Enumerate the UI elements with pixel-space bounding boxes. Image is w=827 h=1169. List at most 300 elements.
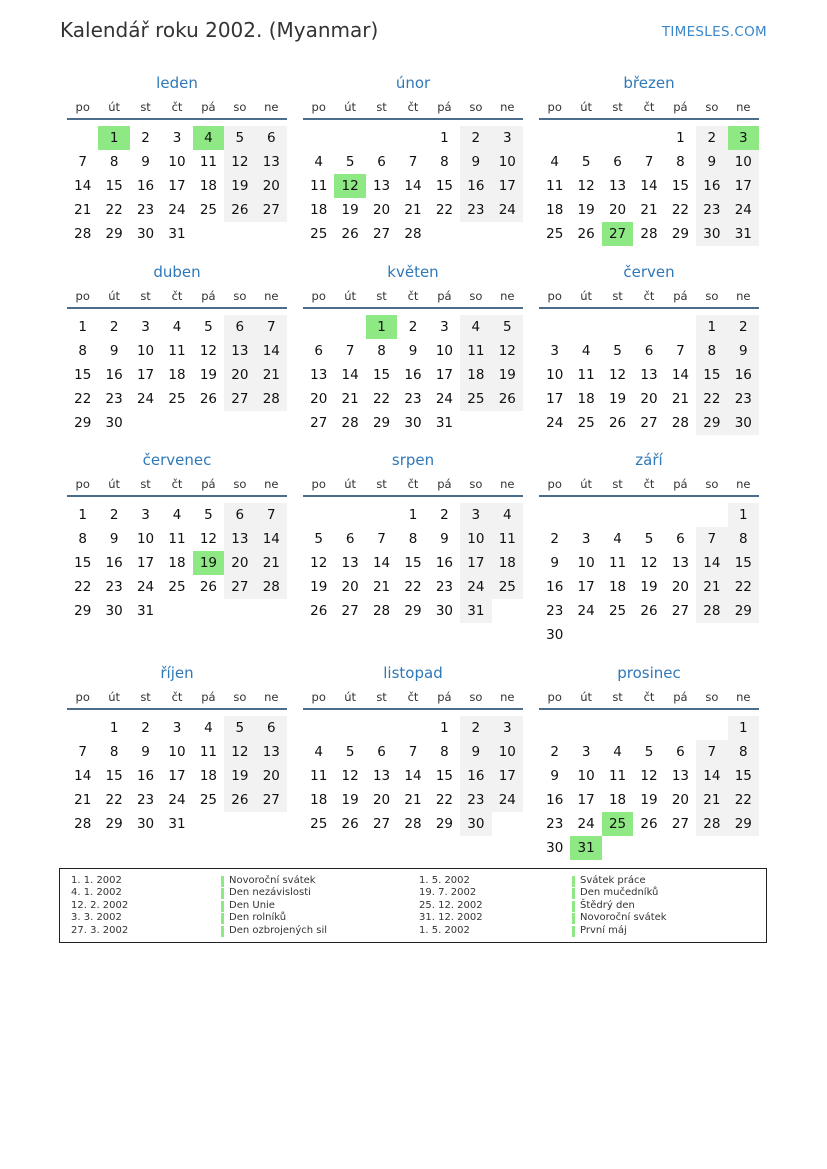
day-cell: 19 xyxy=(310,579,328,595)
day-cell: 13 xyxy=(341,555,359,571)
day-cell: 7 xyxy=(644,154,654,170)
day-cell: 7 xyxy=(696,527,727,551)
day-cell: 8 xyxy=(109,744,119,760)
day-cell: 26 xyxy=(224,788,255,812)
day-cell: 27 xyxy=(372,226,391,242)
legend-color-marker xyxy=(221,876,224,887)
day-cell: 26 xyxy=(492,387,523,411)
day-cell: 23 xyxy=(696,198,727,222)
day-cell: 2 xyxy=(550,744,559,760)
day-cell: 5 xyxy=(204,507,213,523)
weekday-label: út xyxy=(108,100,121,114)
day-cell: 30 xyxy=(105,603,123,619)
day-cell: 17 xyxy=(728,174,759,198)
day-cell: 25 xyxy=(608,603,627,619)
day-cell: 2 xyxy=(460,126,491,150)
day-cell: 28 xyxy=(404,226,422,242)
day-cell: 13 xyxy=(310,367,328,383)
day-cell: 7 xyxy=(78,154,87,170)
day-cell: 2 xyxy=(460,716,491,740)
day-cell: 20 xyxy=(341,579,359,595)
day-cell: 10 xyxy=(136,343,155,359)
day-cell: 8 xyxy=(78,343,87,359)
day-cell: 14 xyxy=(256,527,287,551)
day-cell: 25 xyxy=(310,816,328,832)
day-cell: 31 xyxy=(168,816,186,832)
day-cell: 6 xyxy=(314,343,323,359)
day-cell: 4 xyxy=(172,507,182,523)
day-cell: 12 xyxy=(492,339,523,363)
day-cell: 14 xyxy=(256,339,287,363)
day-cell: 11 xyxy=(608,768,627,784)
day-cell: 17 xyxy=(546,391,564,407)
day-cell: 24 xyxy=(460,575,491,599)
legend-color-marker xyxy=(221,926,224,937)
day-cell: 10 xyxy=(577,555,595,571)
month-name: červenec xyxy=(142,451,212,469)
month-name: srpen xyxy=(391,451,435,469)
legend-color-marker xyxy=(221,913,224,924)
day-cell: 11 xyxy=(546,178,564,194)
day-cell: 23 xyxy=(546,603,564,619)
weekday-label: čt xyxy=(171,477,183,491)
day-cell: 27 xyxy=(671,603,690,619)
day-cell: 9 xyxy=(440,531,449,547)
weekday-label: ne xyxy=(500,477,515,491)
day-cell: 6 xyxy=(345,531,355,547)
weekday-label: čt xyxy=(643,477,655,491)
brand-logo[interactable]: TIMESLES.COM xyxy=(661,24,767,40)
day-cell: 2 xyxy=(408,319,418,335)
day-cell: 13 xyxy=(224,527,255,551)
day-cell: 2 xyxy=(550,531,559,547)
day-cell: 12 xyxy=(608,367,627,383)
weekday-label: út xyxy=(580,289,593,303)
day-cell: 17 xyxy=(435,367,454,383)
holiday-day-cell: 1 xyxy=(98,126,129,150)
day-cell: 5 xyxy=(224,716,255,740)
day-cell: 29 xyxy=(728,599,759,623)
weekday-label: st xyxy=(140,289,151,303)
day-cell: 27 xyxy=(256,788,287,812)
weekday-label: út xyxy=(108,289,121,303)
day-cell: 5 xyxy=(314,531,323,547)
day-cell: 9 xyxy=(408,343,418,359)
day-cell: 16 xyxy=(460,174,491,198)
day-cell: 11 xyxy=(310,768,328,784)
day-cell: 23 xyxy=(105,391,123,407)
weekday-label: čt xyxy=(407,100,419,114)
day-cell: 18 xyxy=(608,579,627,595)
weekday-label: út xyxy=(580,100,593,114)
holiday-day-cell: 31 xyxy=(570,836,601,860)
legend-date: 12. 2. 2002 xyxy=(71,899,129,911)
day-cell: 11 xyxy=(608,555,627,571)
day-cell: 8 xyxy=(728,527,759,551)
day-cell: 6 xyxy=(256,716,287,740)
day-cell: 22 xyxy=(74,391,92,407)
day-cell: 10 xyxy=(492,740,523,764)
weekday-label: pá xyxy=(673,289,688,303)
day-cell: 14 xyxy=(341,367,359,383)
day-cell: 5 xyxy=(345,744,355,760)
day-cell: 17 xyxy=(136,367,155,383)
legend-holiday-name: Den rolníků xyxy=(229,912,287,924)
weekday-label: čt xyxy=(407,477,419,491)
weekday-label: pá xyxy=(437,690,452,704)
day-cell: 6 xyxy=(377,154,386,170)
day-cell: 29 xyxy=(74,603,92,619)
day-cell: 12 xyxy=(310,555,328,571)
day-cell: 11 xyxy=(492,527,523,551)
weekday-label: čt xyxy=(171,100,183,114)
holiday-day-cell: 25 xyxy=(602,812,633,836)
day-cell: 18 xyxy=(310,792,328,808)
weekday-label: po xyxy=(75,289,90,303)
weekday-label: pá xyxy=(437,477,452,491)
weekday-label: so xyxy=(233,477,247,491)
day-cell: 4 xyxy=(314,154,323,170)
day-cell: 29 xyxy=(435,816,454,832)
day-cell: 23 xyxy=(105,579,123,595)
day-cell: 25 xyxy=(577,415,595,431)
day-cell: 20 xyxy=(256,174,287,198)
day-cell: 8 xyxy=(78,531,87,547)
day-cell: 15 xyxy=(696,363,727,387)
day-cell: 24 xyxy=(492,198,523,222)
day-cell: 25 xyxy=(492,575,523,599)
day-cell: 26 xyxy=(341,816,359,832)
day-cell: 5 xyxy=(581,154,591,170)
holiday-legend xyxy=(59,868,767,943)
day-cell: 15 xyxy=(74,367,92,383)
day-cell: 24 xyxy=(728,198,759,222)
weekday-label: ne xyxy=(500,690,515,704)
weekday-label: út xyxy=(344,100,357,114)
month-name: duben xyxy=(153,263,201,281)
day-cell: 9 xyxy=(460,150,491,174)
month-divider xyxy=(67,118,287,120)
legend-holiday-name: Den Unie xyxy=(229,899,275,911)
legend-holiday-name: Štědrý den xyxy=(580,899,635,911)
day-cell: 4 xyxy=(314,744,323,760)
day-cell: 7 xyxy=(676,343,685,359)
day-cell: 29 xyxy=(696,411,727,435)
day-cell: 20 xyxy=(224,363,255,387)
legend-date: 19. 7. 2002 xyxy=(419,887,477,899)
day-cell: 5 xyxy=(644,744,654,760)
day-cell: 11 xyxy=(199,154,218,170)
day-cell: 21 xyxy=(256,363,287,387)
day-cell: 2 xyxy=(141,720,150,736)
day-cell: 28 xyxy=(74,226,92,242)
day-cell: 1 xyxy=(440,720,449,736)
day-cell: 28 xyxy=(256,575,287,599)
weekday-label: st xyxy=(612,289,623,303)
day-cell: 30 xyxy=(728,411,759,435)
day-cell: 8 xyxy=(696,339,727,363)
weekday-label: po xyxy=(75,477,90,491)
day-cell: 4 xyxy=(550,154,559,170)
day-cell: 31 xyxy=(168,226,186,242)
day-cell: 27 xyxy=(640,415,658,431)
day-cell: 18 xyxy=(199,178,218,194)
month-name: červen xyxy=(623,263,675,281)
weekday-label: po xyxy=(311,690,326,704)
day-cell: 6 xyxy=(613,154,622,170)
day-cell: 3 xyxy=(141,507,150,523)
day-cell: 13 xyxy=(671,768,690,784)
day-cell: 5 xyxy=(345,154,355,170)
weekday-label: út xyxy=(580,477,593,491)
day-cell: 13 xyxy=(608,178,627,194)
weekday-label: st xyxy=(612,690,623,704)
day-cell: 15 xyxy=(435,178,454,194)
day-cell: 6 xyxy=(676,744,685,760)
day-cell: 13 xyxy=(671,555,690,571)
weekday-label: čt xyxy=(643,690,655,704)
month-divider xyxy=(67,708,287,710)
day-cell: 27 xyxy=(224,575,255,599)
day-cell: 27 xyxy=(671,816,690,832)
day-cell: 21 xyxy=(404,792,422,808)
day-cell: 22 xyxy=(728,788,759,812)
day-cell: 16 xyxy=(136,178,155,194)
day-cell: 2 xyxy=(109,319,119,335)
month-divider xyxy=(303,118,523,120)
legend-holiday-name: Novoroční svátek xyxy=(580,912,667,924)
day-cell: 10 xyxy=(728,150,759,174)
legend-date: 31. 12. 2002 xyxy=(419,912,483,924)
day-cell: 7 xyxy=(345,343,355,359)
day-cell: 2 xyxy=(696,126,727,150)
day-cell: 18 xyxy=(199,768,218,784)
legend-date: 1. 5. 2002 xyxy=(419,924,470,936)
weekday-label: pá xyxy=(673,690,688,704)
day-cell: 4 xyxy=(204,720,213,736)
day-cell: 4 xyxy=(172,319,182,335)
day-cell: 19 xyxy=(608,391,627,407)
day-cell: 21 xyxy=(696,788,727,812)
day-cell: 7 xyxy=(408,154,418,170)
weekday-label: po xyxy=(311,477,326,491)
day-cell: 2 xyxy=(141,130,150,146)
weekday-label: po xyxy=(75,100,90,114)
legend-color-marker xyxy=(221,901,224,912)
day-cell: 13 xyxy=(372,178,391,194)
weekday-label: st xyxy=(376,690,387,704)
day-cell: 22 xyxy=(435,202,454,218)
day-cell: 17 xyxy=(492,764,523,788)
weekday-label: so xyxy=(469,100,483,114)
month-divider xyxy=(303,708,523,710)
day-cell: 10 xyxy=(546,367,564,383)
holiday-day-cell: 4 xyxy=(193,126,224,150)
day-cell: 29 xyxy=(404,603,422,619)
day-cell: 24 xyxy=(136,391,155,407)
day-cell: 26 xyxy=(224,198,255,222)
day-cell: 5 xyxy=(224,126,255,150)
weekday-label: pá xyxy=(437,100,452,114)
weekday-label: po xyxy=(311,100,326,114)
day-cell: 1 xyxy=(696,315,727,339)
day-cell: 17 xyxy=(460,551,491,575)
day-cell: 13 xyxy=(256,150,287,174)
day-cell: 24 xyxy=(577,603,595,619)
day-cell: 31 xyxy=(728,222,759,246)
weekday-label: ne xyxy=(264,477,279,491)
day-cell: 1 xyxy=(408,507,418,523)
day-cell: 23 xyxy=(404,391,422,407)
day-cell: 25 xyxy=(460,387,491,411)
weekday-label: pá xyxy=(201,690,216,704)
weekday-label: čt xyxy=(407,289,419,303)
weekday-label: ne xyxy=(264,690,279,704)
day-cell: 25 xyxy=(546,226,564,242)
day-cell: 6 xyxy=(224,315,255,339)
day-cell: 25 xyxy=(168,391,186,407)
day-cell: 25 xyxy=(168,579,186,595)
day-cell: 9 xyxy=(141,744,150,760)
day-cell: 2 xyxy=(440,507,449,523)
weekday-label: pá xyxy=(673,100,688,114)
day-cell: 9 xyxy=(460,740,491,764)
legend-date: 1. 1. 2002 xyxy=(71,875,122,886)
day-cell: 7 xyxy=(696,740,727,764)
weekday-label: ne xyxy=(736,477,751,491)
day-cell: 3 xyxy=(172,130,182,146)
weekday-label: pá xyxy=(201,100,216,114)
day-cell: 23 xyxy=(435,579,454,595)
day-cell: 7 xyxy=(256,315,287,339)
weekday-label: ne xyxy=(736,289,751,303)
weekday-label: po xyxy=(311,289,326,303)
day-cell: 4 xyxy=(581,343,591,359)
day-cell: 18 xyxy=(310,202,328,218)
day-cell: 31 xyxy=(435,415,454,431)
month-name: březen xyxy=(623,74,675,92)
legend-holiday-name: První máj xyxy=(580,924,627,936)
weekday-label: ne xyxy=(264,100,279,114)
weekday-label: st xyxy=(612,100,623,114)
day-cell: 23 xyxy=(460,198,491,222)
day-cell: 21 xyxy=(696,575,727,599)
day-cell: 16 xyxy=(696,174,727,198)
day-cell: 11 xyxy=(577,367,595,383)
day-cell: 22 xyxy=(372,391,391,407)
weekday-label: st xyxy=(376,477,387,491)
day-cell: 15 xyxy=(105,178,123,194)
legend-color-marker xyxy=(221,888,224,899)
day-cell: 14 xyxy=(74,768,92,784)
weekday-label: pá xyxy=(437,289,452,303)
day-cell: 19 xyxy=(224,764,255,788)
day-cell: 28 xyxy=(404,816,422,832)
day-cell: 26 xyxy=(608,415,627,431)
day-cell: 20 xyxy=(671,579,690,595)
day-cell: 23 xyxy=(136,202,155,218)
day-cell: 19 xyxy=(640,792,658,808)
day-cell: 17 xyxy=(577,579,595,595)
weekday-label: st xyxy=(140,100,151,114)
day-cell: 8 xyxy=(440,744,449,760)
day-cell: 6 xyxy=(676,531,685,547)
day-cell: 3 xyxy=(492,716,523,740)
day-cell: 30 xyxy=(136,226,155,242)
day-cell: 20 xyxy=(372,202,391,218)
day-cell: 26 xyxy=(199,579,218,595)
weekday-label: ne xyxy=(500,100,515,114)
holiday-day-cell: 3 xyxy=(728,126,759,150)
weekday-label: po xyxy=(547,690,562,704)
day-cell: 19 xyxy=(492,363,523,387)
weekday-label: čt xyxy=(643,289,655,303)
weekday-label: ne xyxy=(736,690,751,704)
day-cell: 16 xyxy=(105,367,123,383)
day-cell: 10 xyxy=(168,744,186,760)
weekday-label: čt xyxy=(407,690,419,704)
weekday-label: út xyxy=(344,690,357,704)
day-cell: 1 xyxy=(728,503,759,527)
day-cell: 7 xyxy=(377,531,386,547)
day-cell: 28 xyxy=(256,387,287,411)
day-cell: 22 xyxy=(105,202,123,218)
day-cell: 21 xyxy=(640,202,658,218)
day-cell: 22 xyxy=(435,792,454,808)
day-cell: 10 xyxy=(168,154,186,170)
day-cell: 8 xyxy=(676,154,685,170)
day-cell: 5 xyxy=(492,315,523,339)
weekday-label: čt xyxy=(643,100,655,114)
day-cell: 13 xyxy=(372,768,391,784)
weekday-label: st xyxy=(140,477,151,491)
weekday-label: čt xyxy=(171,289,183,303)
day-cell: 18 xyxy=(492,551,523,575)
day-cell: 11 xyxy=(168,531,186,547)
weekday-label: so xyxy=(233,100,247,114)
day-cell: 28 xyxy=(372,603,391,619)
day-cell: 7 xyxy=(256,503,287,527)
day-cell: 16 xyxy=(435,555,454,571)
weekday-label: ne xyxy=(264,289,279,303)
month-name: květen xyxy=(387,263,439,281)
weekday-label: čt xyxy=(171,690,183,704)
month-divider xyxy=(303,307,523,309)
month-divider xyxy=(539,118,759,120)
day-cell: 25 xyxy=(310,226,328,242)
day-cell: 4 xyxy=(613,744,622,760)
day-cell: 24 xyxy=(435,391,454,407)
legend-holiday-name: Den nezávislosti xyxy=(229,887,311,899)
weekday-label: so xyxy=(469,289,483,303)
day-cell: 27 xyxy=(224,387,255,411)
day-cell: 29 xyxy=(728,812,759,836)
weekday-label: so xyxy=(705,690,719,704)
day-cell: 15 xyxy=(105,768,123,784)
day-cell: 24 xyxy=(546,415,564,431)
day-cell: 29 xyxy=(105,816,123,832)
day-cell: 24 xyxy=(168,202,186,218)
day-cell: 20 xyxy=(608,202,627,218)
day-cell: 27 xyxy=(310,415,328,431)
day-cell: 12 xyxy=(199,343,218,359)
day-cell: 16 xyxy=(105,555,123,571)
weekday-label: út xyxy=(344,289,357,303)
day-cell: 8 xyxy=(109,154,119,170)
day-cell: 10 xyxy=(577,768,595,784)
day-cell: 12 xyxy=(577,178,595,194)
day-cell: 24 xyxy=(577,816,595,832)
